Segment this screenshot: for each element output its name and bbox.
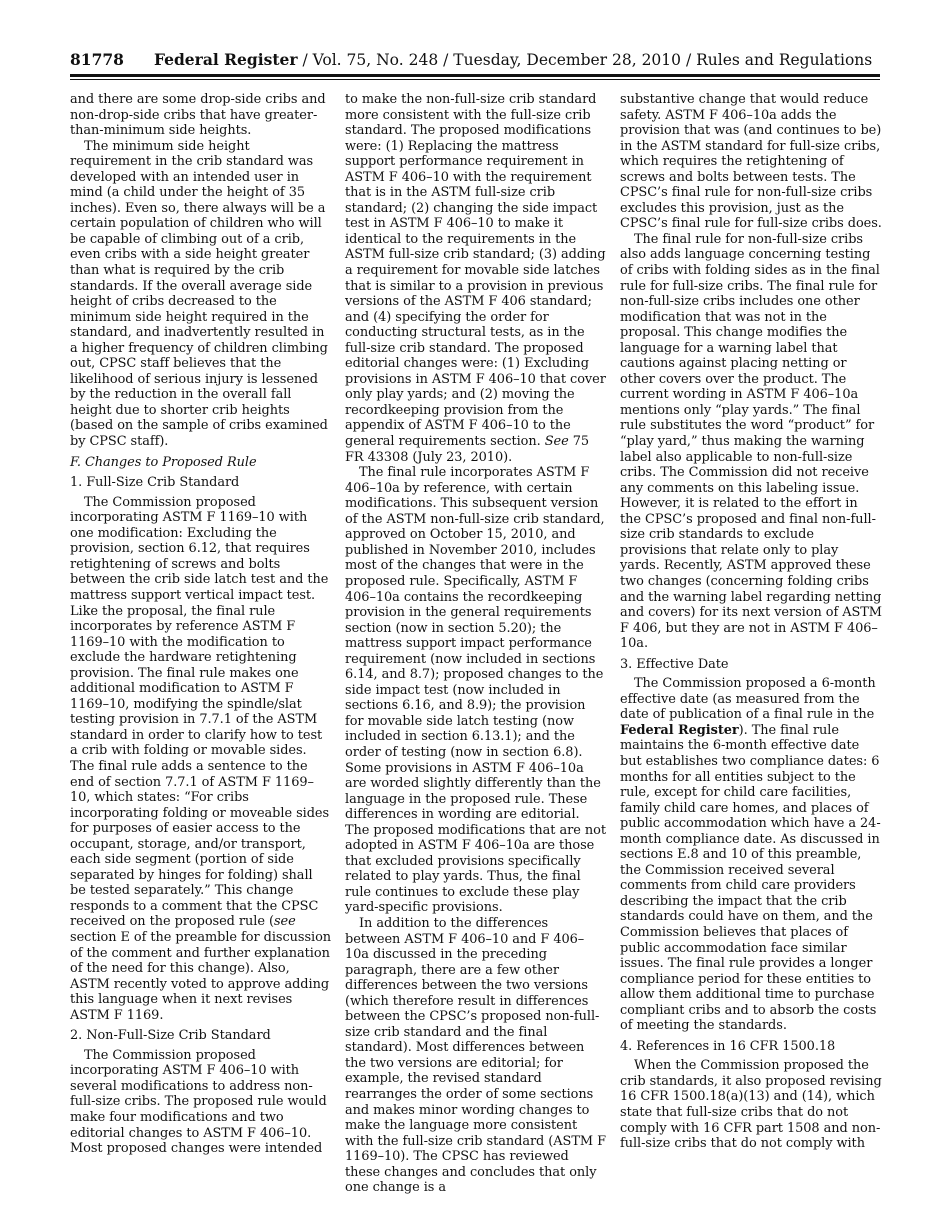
paragraph (620, 676, 882, 1034)
paragraph: In addition to the differences between ASTM F 406–10 and F 406–10a discussed in the preceding paragraph, there are a few other differences between the two versions (which therefore result in differences between the CPSC’s proposed non-full-size crib standard and the final standard). Most differences between the two versions are editorial; for example, the revised standard rearranges the order of some sections and makes minor wording changes to make the language more consistent with the full-size crib standard (ASTM F 1169–10). The CPSC has reviewed these changes and concludes that only one change is a (345, 915, 606, 1196)
paragraph: The final rule for non-full-size cribs also adds language concerning testing of cribs with folding sides as in the final rule for full-size cribs. The final rule for non-full-size cribs includes one other modification that was not in the proposal. This change modifies the language for a warning label that cautions against placing netting or other covers over the product. The current wording in ASTM F 406–10a mentions only “play yards.” The final rule substitutes the word “product” for “play yard,” thus making the warning label also applicable to non-full-size cribs. The Commission did not receive any comments on this labeling issue. However, it is related to the effort in the CPSC’s proposed and final non-full-size crib standards to exclude provisions that relate only to play yards. Recently, ASTM approved these two changes (concerning folding cribs and the warning label regarding netting and covers) for its next version of ASTM F 406, but they are not in ASTM F 406–10a. (620, 231, 882, 652)
text-run: section E of the preamble for discussion of the comment and further explanation of the need for this change). Also, ASTM recently voted to approve adding this language when it next revises ASTM F 1169. (70, 929, 332, 1023)
paragraph: The minimum side height requirement in the crib standard was developed with an intended user in mind (a child under the height of 35 inches). Even so, there always will be a certain population of children who will be capable of climbing out of a crib, even cribs with a side height greater than what is required by the crib standards. If the overall average side height of cribs decreased to the minimum side height required in the standard, and inadvertently resulted in a higher frequency of children climbing out, CPSC staff believes that the likelihood of serious injury is lessened by the reduction in the overall fall height due to shorter crib heights (based on the sample of cribs examined by CPSC staff). (70, 138, 328, 450)
page-header (70, 50, 880, 72)
paragraph: The Commission proposed incorporating ASTM F 406–10 with several modifications to address non-full-size cribs. The proposed rule would make four modifications and two editorial changes to ASTM F 406–10. Most proposed changes were intended (70, 1047, 327, 1157)
page-number: 81778 (70, 50, 124, 69)
subsection-heading: 2. Non-Full-Size Crib Standard (70, 1028, 271, 1044)
text-run: ). The final rule maintains the 6-month effective date but establishes two compliance dates: 6 months for all entities subject to the rule, except for child care facilities, family child care homes, and places of public accommodation which have a 24-month compliance date. As discussed in sections E.8 and 10 of this preamble, the Commission received several comments from child care providers describing the impact that the crib standards could have on them, and the Commission believes that places of public accommodation face similar issues. The final rule provides a longer compliance period for these entities to allow them additional time to purchase compliant cribs and to absorb the costs of meeting the standards. (620, 722, 881, 1034)
text-run: The Commission proposed a 6-month effective date (as measured from the date of publication of a final rule in the (620, 676, 876, 723)
text-run: 75 FR 43308 (July 23, 2010). (345, 434, 590, 465)
header-rule-thin (70, 79, 880, 80)
issue-details: / Vol. 75, No. 248 / Tuesday, December 28, 2010 / Rules and Regulations (297, 51, 873, 69)
italic-see: see (273, 914, 296, 930)
paragraph: and there are some drop-side cribs and non-drop-side cribs that have greater-than-minimum side heights. (70, 92, 326, 139)
paragraph: When the Commission proposed the crib standards, it also proposed revising 16 CFR 1500.18(a)(13) and (14), which state that full-size cribs that do not comply with 16 CFR part 1508 and non-full-size cribs that do not comply with (620, 1058, 882, 1152)
paragraph: The final rule incorporates ASTM F 406–10a by reference, with certain modifications. This subsequent version of the ASTM non-full-size crib standard, approved on October 15, 2010, and published in November 2010, includes most of the changes that were in the proposed rule. Specifically, ASTM F 406–10a contains the recordkeeping provision in the general requirements section (now in section 5.20); the mattress support impact performance requirement (now included in sections 6.14, and 8.7); proposed changes to the side impact test (now included in sections 6.16, and 8.9); the provision for movable side latch testing (now included in section 6.13.1); and the order of testing (now in section 6.8). Some provisions in ASTM F 406–10a are worded slightly differently than the language in the proposed rule. These differences in wording are editorial. The proposed modifications that are not adopted in ASTM F 406–10a are those that excluded provisions specifically related to play yards. Thus, the final rule continues to exclude these play yard-specific provisions. (345, 465, 606, 916)
header-rule-thick (70, 74, 880, 77)
italic-see: See (544, 434, 569, 450)
paragraph (70, 495, 332, 1024)
paragraph (345, 92, 607, 465)
column-1 (70, 92, 332, 1157)
subsection-heading: 1. Full-Size Crib Standard (70, 475, 240, 491)
subsection-heading: 3. Effective Date (620, 656, 729, 672)
subsection-heading: 4. References in 16 CFR 1500.18 (620, 1038, 836, 1054)
column-2 (345, 92, 607, 1196)
section-heading: F. Changes to Proposed Rule (70, 454, 257, 470)
text-run: to make the non-full-size crib standard more consistent with the full-size crib standard. The proposed modifications were: (1) Replacing the mattress support performance requirement in ASTM F 406–10 with the requirement that is in the ASTM full-size crib standard; (2) changing the side impact test in ASTM F 406–10 to make it identical to the requirements in the ASTM full-size crib standard; (3) adding a requirement for movable side latches that is similar to a provision in previous versions of the ASTM F 406 standard; and (4) specifying the order for conducting structural tests, as in the full-size crib standard. The proposed editorial changes were: (1) Excluding provisions in ASTM F 406–10 that cover only play yards; and (2) moving the recordkeeping provision from the appendix of ASTM F 406–10 to the general requirements section. (345, 92, 606, 450)
publication-name: Federal Register (153, 50, 298, 69)
paragraph: substantive change that would reduce safety. ASTM F 406–10a adds the provision that was (and continues to be) in the ASTM standard for full-size cribs, which requires the retightening of screws and bolts between tests. The CPSC’s final rule for non-full-size cribs excludes this provision, just as the CPSC’s final rule for full-size cribs does. (620, 92, 882, 232)
bold-federal-register: Federal Register (620, 722, 739, 738)
text-run: The Commission proposed incorporating ASTM F 1169–10 with one modification: Excluding the provision, section 6.12, that requires retightening of screws and bolts between the crib side latch test and the mattress support vertical impact test. Like the proposal, the final rule incorporates by reference ASTM F 1169–10 with the modification to exclude the hardware retightening provision. The final rule makes one additional modification to ASTM F 1169–10, modifying the spindle/slat testing provision in 7.7.1 of the ASTM standard in order to clarify how to test a crib with folding or movable sides. The final rule adds a sentence to the end of section 7.7.1 of ASTM F 1169–10, which states: “For cribs incorporating folding or moveable sides for purposes of easier access to the occupant, storage, and/or transport, each side segment (portion of side separated by hinges for folding) shall be tested separately.” This change responds to a comment that the CPSC received on the proposed rule ( (70, 494, 330, 930)
column-3 (620, 92, 882, 1152)
